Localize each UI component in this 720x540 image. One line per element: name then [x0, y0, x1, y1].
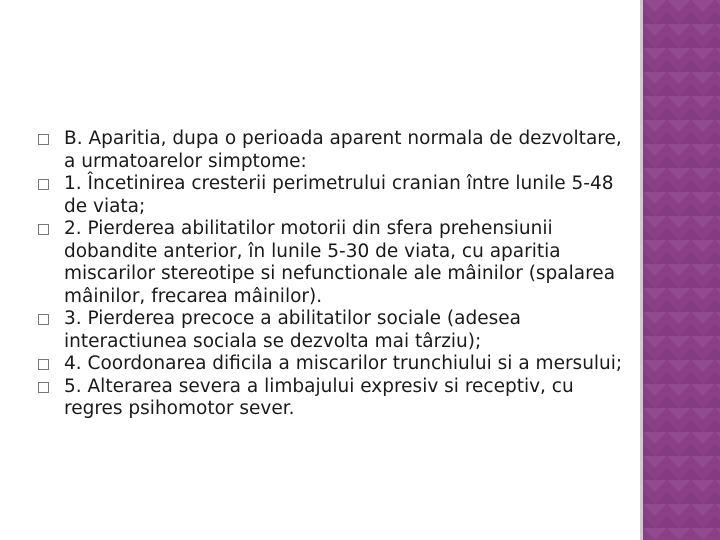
- list-item-text: 1. Încetinirea cresterii perimetrului cranian între lunile 5-48 de viata;: [64, 173, 614, 217]
- list-item-text: 5. Alterarea severa a limbajului expresiv si receptiv, cu regres psihomotor sever.: [64, 375, 574, 419]
- list-item: [38, 308, 628, 353]
- list-item: [38, 376, 628, 421]
- square-bullet-icon: [38, 314, 49, 325]
- list-item: [38, 128, 628, 173]
- square-bullet-icon: [38, 134, 49, 145]
- accent-band: [643, 0, 720, 540]
- list-item-text: B. Aparitia, dupa o perioada aparent normala de dezvoltare, a urmatoarelor simptome:: [64, 128, 622, 172]
- list-item: [38, 218, 628, 308]
- list-item: [38, 173, 628, 218]
- square-bullet-icon: [38, 179, 49, 190]
- list-item-text: 2. Pierderea abilitatilor motorii din sfera prehensiunii dobandite anterior, în lunile 5-30 de viata, cu aparitia miscarilor stereotipe si nefunctionale ale mâinilor (spalarea mâinilor, frecarea mâinilor).: [64, 218, 616, 307]
- square-bullet-icon: [38, 359, 49, 370]
- bullet-list: [38, 128, 628, 421]
- list-item-text: 4. Coordonarea dificila a miscarilor trunchiului si a mersului;: [64, 353, 623, 374]
- square-bullet-icon: [38, 224, 49, 235]
- list-item: [38, 353, 628, 376]
- square-bullet-icon: [38, 382, 49, 393]
- list-item-text: 3. Pierderea precoce a abilitatilor sociale (adesea interactiunea sociala se dezvolta mai târziu);: [64, 308, 521, 352]
